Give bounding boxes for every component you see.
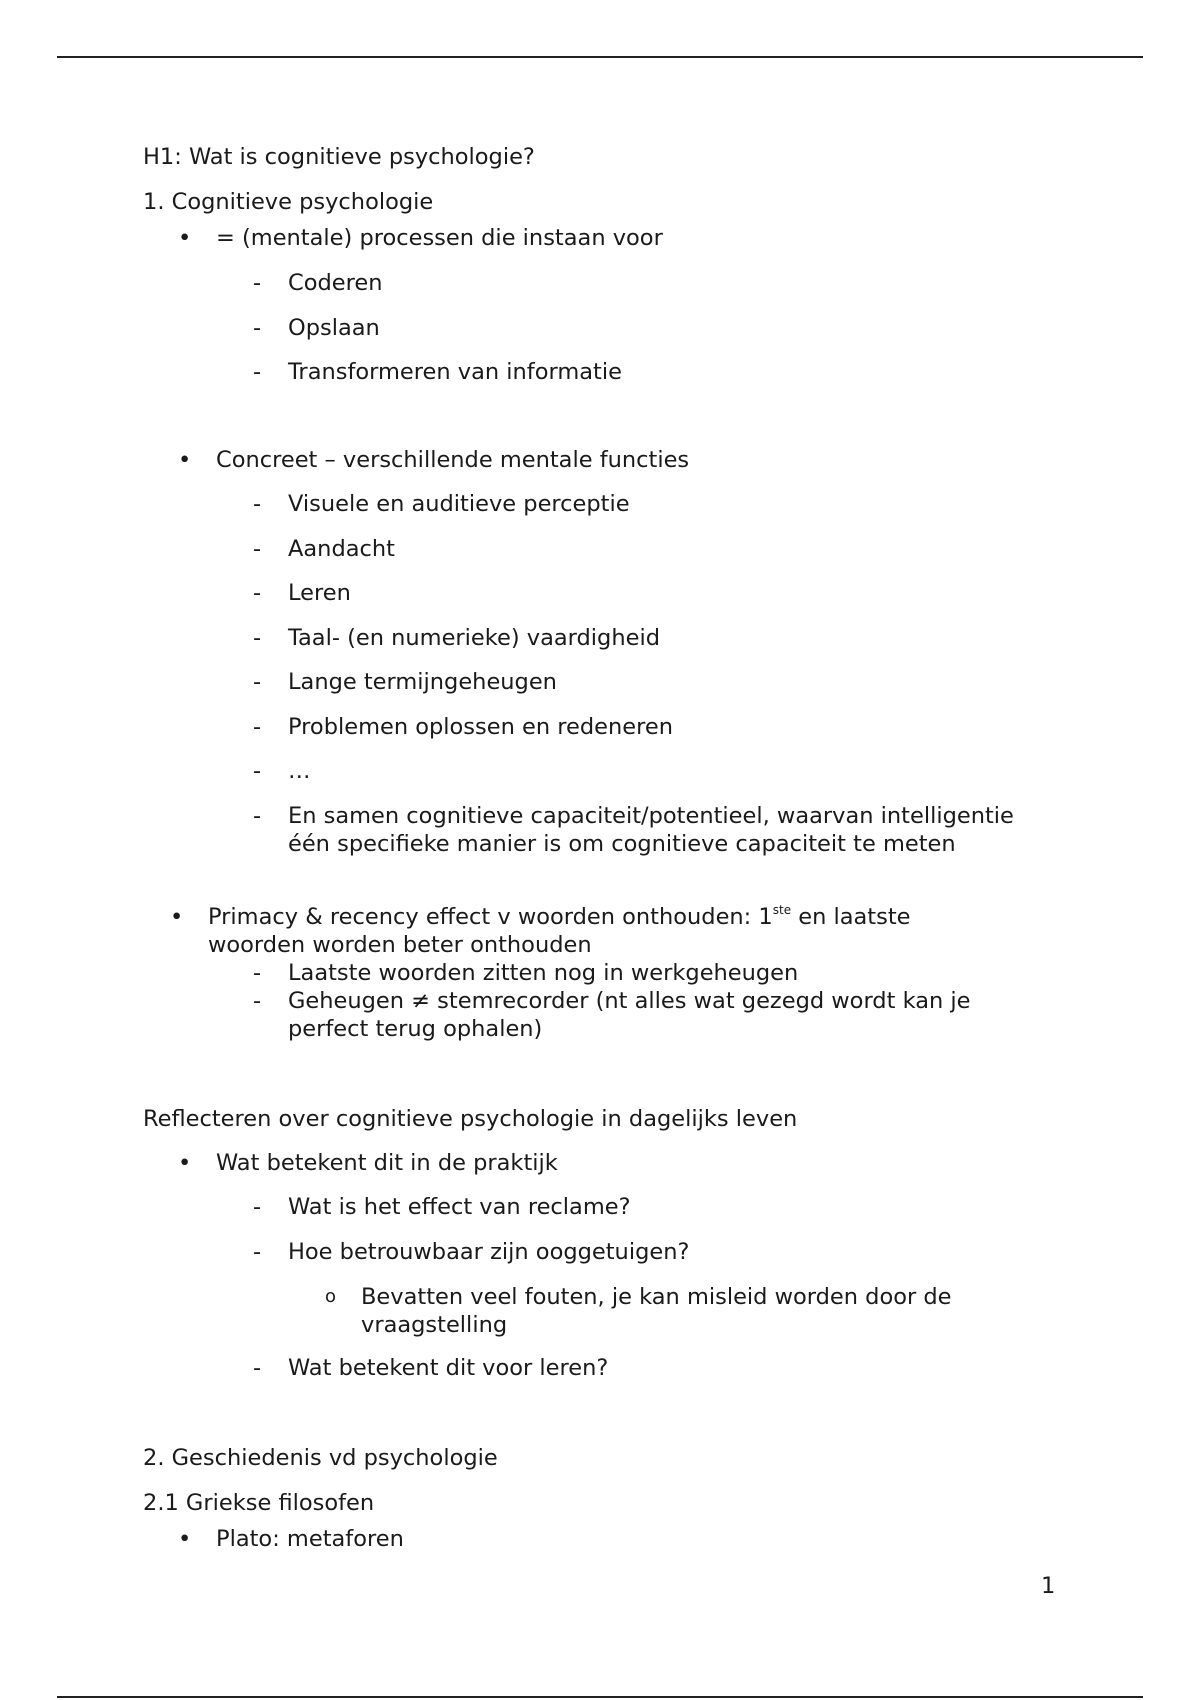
bullet-item: Plato: metaforen [216, 1526, 404, 1552]
section-heading: 1. Cognitieve psychologie [143, 189, 434, 215]
bullet-item: = (mentale) processen die instaan voor [216, 225, 663, 251]
dash-glyph: - [253, 1239, 262, 1265]
dash-glyph: - [253, 536, 262, 562]
list-item: Taal- (en numerieke) vaardigheid [288, 625, 660, 651]
list-item: Problemen oplossen en redeneren [288, 714, 673, 740]
bullet-glyph: • [178, 1150, 192, 1176]
list-item: En samen cognitieve capaciteit/potentieel, waarvan intelligentie één specifieke manier is om cognitieve capaciteit te meten [288, 803, 1014, 857]
list-item: Opslaan [288, 315, 380, 341]
bullet-text: Primacy & recency effect v woorden onthouden: 1 [208, 904, 773, 930]
dash-glyph: - [253, 669, 262, 695]
section-heading: Reflecteren over cognitieve psychologie in dagelijks leven [143, 1106, 798, 1132]
dash-glyph: - [253, 315, 262, 341]
dash-glyph: - [253, 803, 262, 829]
list-item: Wat is het effect van reclame? [288, 1194, 631, 1220]
list-item: Lange termijngeheugen [288, 669, 557, 695]
list-item: Aandacht [288, 536, 395, 562]
bullet-item: Wat betekent dit in de praktijk [216, 1150, 558, 1176]
bullet-glyph: • [178, 225, 192, 251]
bullet-item: Concreet – verschillende mentale functies [216, 447, 690, 473]
dash-glyph: - [253, 988, 262, 1014]
dash-glyph: - [253, 270, 262, 296]
circle-glyph: o [325, 1286, 337, 1307]
list-item: Geheugen ≠ stemrecorder (nt alles wat gezegd wordt kan je perfect terug ophalen) [288, 988, 971, 1042]
dash-glyph: - [253, 1194, 262, 1220]
bottom-rule [57, 1696, 1143, 1698]
sub-heading: 2.1 Griekse filosofen [143, 1490, 375, 1516]
bullet-glyph: • [170, 904, 184, 930]
dash-glyph: - [253, 491, 262, 517]
dash-glyph: - [253, 359, 262, 385]
top-rule [57, 56, 1143, 58]
list-item: Leren [288, 580, 351, 606]
list-item: Wat betekent dit voor leren? [288, 1355, 609, 1381]
list-item: Visuele en auditieve perceptie [288, 491, 630, 517]
list-item: … [288, 758, 311, 784]
dash-glyph: - [253, 580, 262, 606]
list-item: Hoe betrouwbaar zijn ooggetuigen? [288, 1239, 690, 1265]
page-number: 1 [1041, 1573, 1056, 1599]
bullet-glyph: • [178, 447, 192, 473]
list-item: Laatste woorden zitten nog in werkgeheugen [288, 960, 799, 986]
dash-glyph: - [253, 625, 262, 651]
bullet-text: en laatste woorden worden beter onthouden [208, 904, 911, 958]
bullet-item [208, 903, 998, 959]
dash-glyph: - [253, 714, 262, 740]
list-item: Coderen [288, 270, 383, 296]
dash-glyph: - [253, 758, 262, 784]
bullet-glyph: • [178, 1526, 192, 1552]
page-title: H1: Wat is cognitieve psychologie? [143, 144, 535, 170]
list-item: Transformeren van informatie [288, 359, 622, 385]
dash-glyph: - [253, 960, 262, 986]
dash-glyph: - [253, 1355, 262, 1381]
sub-list-item: Bevatten veel fouten, je kan misleid worden door de vraagstelling [361, 1284, 952, 1338]
superscript: ste [772, 903, 792, 917]
section-heading: 2. Geschiedenis vd psychologie [143, 1445, 498, 1471]
